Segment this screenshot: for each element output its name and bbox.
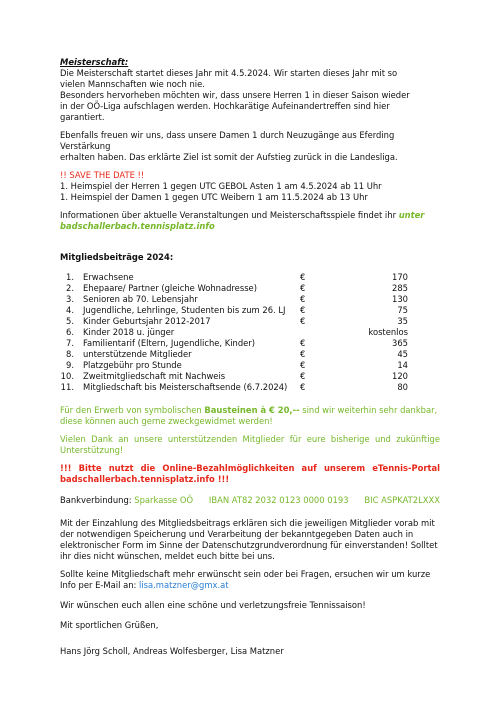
fee-currency: € (300, 382, 306, 392)
fee-amount: 170 (392, 272, 408, 282)
contact-email-link[interactable]: lisa.matzner@gmx.at (139, 580, 229, 590)
bausteine-paragraph (60, 405, 440, 427)
fee-number: 2. (66, 283, 74, 293)
fee-row (60, 327, 408, 338)
fee-currency: € (300, 294, 306, 304)
fee-currency: € (300, 371, 306, 381)
fee-amount: 75 (397, 305, 408, 315)
fee-row (60, 371, 408, 382)
save-the-date-label: !! SAVE THE DATE !! (60, 170, 145, 180)
fee-label: Erwachsene (83, 272, 134, 282)
fee-number: 10. (60, 371, 74, 381)
bank-bic: BIC ASPKAT2LXXX (364, 495, 440, 505)
fee-row (60, 360, 408, 371)
damen-paragraph-line: Ebenfalls freuen wir uns, dass unsere Damen 1 durch Neuzugänge aus Eferding Verstärkung (60, 130, 395, 151)
greeting-line: Mit sportlichen Grüßen, (60, 620, 159, 630)
fee-currency: € (300, 349, 306, 359)
herren-paragraph-line: Besonders hervorheben möchten wir, dass unsere Herren 1 in dieser Saison wieder (60, 90, 410, 100)
fee-number: 4. (66, 305, 74, 315)
fee-label: Kinder Geburtsjahr 2012-2017 (83, 316, 211, 326)
signatures-line: Hans Jörg Scholl, Andreas Wolfesberger, Lisa Matzner (60, 646, 284, 656)
bausteine-highlight: Bausteinen à € 20,-- (204, 405, 300, 415)
fee-amount: 130 (392, 294, 408, 304)
contact-text: Sollte keine Mitgliedschaft mehr erwünscht sein oder bei Fragen, ersuchen wir um kurze Info per E-Mail an: (60, 569, 431, 590)
damen-paragraph-line: erhalten haben. Das erklärte Ziel ist somit der Aufstieg zurück in die Landesliga. (60, 152, 398, 162)
fees-heading: Mitgliedsbeiträge 2024: (60, 252, 174, 262)
fee-currency: € (300, 283, 306, 293)
fee-row (60, 283, 408, 294)
fee-row (60, 382, 408, 393)
fee-amount: 80 (397, 382, 408, 392)
bausteine-text: Für den Erwerb von symbolischen (60, 405, 205, 415)
privacy-paragraph: Mit der Einzahlung des Mitgliedsbeitrags erklären sich die jeweiligen Mitglieder vorab mit der notwendigen Speicherung und Verarbeitung der bekanntgegeben Daten auch in elektronischer Form im Sinne der Datenschutzgrundverordnung für einverstanden! Solltet ihr dies nicht wünschen, meldet euch bitte bei uns. (60, 518, 438, 561)
meisterschaft-heading: Meisterschaft: (60, 57, 129, 67)
fee-label: Mitgliedschaft bis Meisterschaftsende (6.7.2024) (83, 382, 288, 392)
bank-label: Bankverbindung: Sparkasse OÖ (60, 495, 194, 505)
fee-label: Kinder 2018 u. jünger (83, 327, 175, 337)
fee-label: unterstützende Mitglieder (83, 349, 192, 359)
fee-currency: € (300, 316, 306, 326)
fee-currency: € (300, 338, 306, 348)
fee-label: Zweitmitgliedschaft mit Nachweis (83, 371, 226, 381)
fee-number: 6. (66, 327, 74, 337)
wishes-line: Wir wünschen euch allen eine schöne und verletzungsfreie Tennissaison! (60, 600, 366, 610)
save-the-date-item: 1. Heimspiel der Herren 1 gegen UTC GEBOL Asten 1 am 4.5.2024 ab 11 Uhr (60, 181, 382, 191)
fee-currency: € (300, 360, 306, 370)
fee-currency: € (300, 305, 306, 315)
herren-paragraph-line: in der OÖ-Liga aufschlagen werden. Hochkarätige Aufeinandertreffen sind hier (60, 101, 390, 111)
fee-label: Platzgebühr pro Stunde (83, 360, 182, 370)
bank-iban: IBAN AT82 2032 0123 0000 0193 (208, 495, 349, 505)
bank-name: Sparkasse OÖ (134, 495, 194, 505)
fee-row (60, 294, 408, 305)
bank-details (60, 495, 440, 506)
fee-amount: 120 (392, 371, 408, 381)
fee-row (60, 316, 408, 327)
info-paragraph (60, 210, 440, 232)
meisterschaft-line: vielen Mannschaften wie noch nie. (60, 79, 205, 89)
meisterschaft-line: Die Meisterschaft startet dieses Jahr mit 4.5.2024. Wir starten dieses Jahr mit so (60, 68, 398, 78)
fee-number: 5. (66, 316, 74, 326)
fee-amount: 285 (392, 283, 408, 293)
website-link[interactable]: badschallerbach.tennisplatz.info (60, 221, 215, 231)
fee-amount: 365 (392, 338, 408, 348)
fee-label: Jugendliche, Lehrlinge, Studenten bis zum 26. LJ (83, 305, 286, 315)
info-text: Informationen über aktuelle Veranstaltungen und Meisterschaftsspiele findet ihr (60, 210, 399, 220)
save-the-date-item: 1. Heimspiel der Damen 1 gegen UTC Weibern 1 am 11.5.2024 ab 13 Uhr (60, 192, 368, 202)
info-link-unter[interactable]: unter (398, 210, 425, 220)
fee-amount: 35 (397, 316, 408, 326)
herren-paragraph-line: garantiert. (60, 112, 105, 122)
fees-table (60, 272, 408, 393)
fee-number: 11. (60, 382, 74, 392)
fee-number: 3. (66, 294, 74, 304)
fee-amount: kostenlos (368, 327, 408, 337)
fee-label: Senioren ab 70. Lebensjahr (83, 294, 198, 304)
fee-number: 1. (66, 272, 74, 282)
fee-number: 7. (66, 338, 74, 348)
fee-amount: 14 (397, 360, 408, 370)
fee-row (60, 349, 408, 360)
bausteine-text: sind wir weiterhin sehr dankbar, diese können auch gerne zweckgewidmet werden! (60, 405, 438, 426)
fee-number: 9. (66, 360, 74, 370)
online-payment-notice: !!! Bitte nutzt die Online-Bezahlmöglichkeiten auf unserem eTennis-Portal badschallerbach.tennisplatz.info !!! (60, 463, 440, 484)
contact-paragraph (60, 569, 440, 591)
thanks-paragraph: Vielen Dank an unsere unterstützenden Mitglieder für eure bisherige und zukünftige Unterstützung! (60, 434, 440, 455)
fee-row (60, 272, 408, 283)
fee-label: Ehepaare/ Partner (gleiche Wohnadresse) (83, 283, 257, 293)
fee-label: Familientarif (Eltern, Jugendliche, Kinder) (83, 338, 256, 348)
letter-body (60, 57, 440, 657)
fee-row (60, 338, 408, 349)
fee-currency: € (300, 272, 306, 282)
fee-row (60, 305, 408, 316)
fee-amount: 45 (397, 349, 408, 359)
fee-number: 8. (66, 349, 74, 359)
fee-currency (300, 327, 344, 338)
